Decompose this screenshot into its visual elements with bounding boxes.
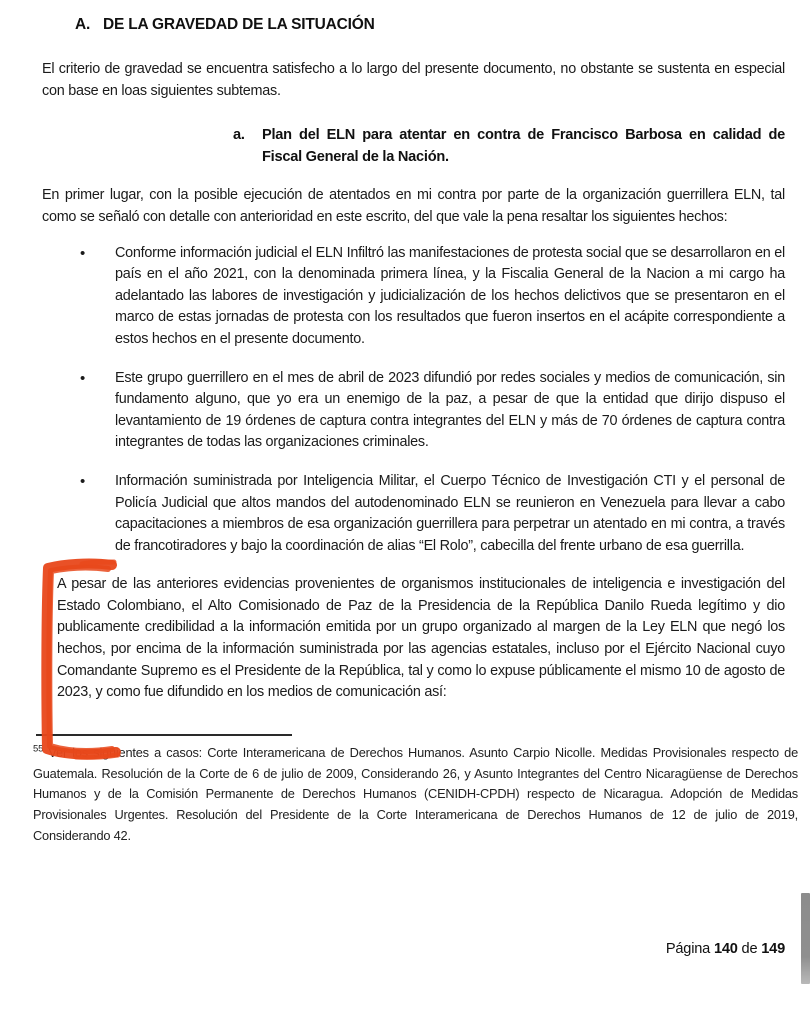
intro-paragraph: El criterio de gravedad se encuentra satisfecho a lo largo del presente documento, no obstante se sustenta en especial con base en loas siguientes subtemas.: [42, 61, 785, 99]
bullet-text: Información suministrada por Inteligencia Militar, el Cuerpo Técnico de Investigación CTI y el personal de Policía Judicial que altos mandos del autodenominado ELN se reunieron en Venezuela para llevar a cabo capacitaciones a miembros de esa organización guerrillera para perpetrar un atentado en mi contra, a través de francotiradores y bajo la coordinación de alias “El Rolo”, cabecilla del frente urbano de esa guerrilla.: [115, 472, 785, 554]
bullet-icon: •: [80, 472, 86, 490]
bullet-text: Este grupo guerrillero en el mes de abril de 2023 difundió por redes sociales y medios de comunicación, sin fundamento alguno, que yo era un enemigo de la paz, a pesar de que la entidad que dirijo dispuso el levantamiento de 19 órdenes de captura contra integrantes del ELN y más de 70 órdenes de captura contra integrantes de todas las organizaciones criminales.: [115, 369, 785, 451]
list-item: [80, 368, 785, 454]
section-heading-title: DE LA GRAVEDAD DE LA SITUACIÓN: [103, 16, 375, 33]
subsection-heading-number: a.: [233, 127, 245, 144]
page-number: [666, 941, 785, 957]
list-item: [80, 471, 785, 557]
bullet-list: [0, 243, 810, 558]
page-number-total: 149: [761, 941, 785, 957]
bullet-text: Conforme información judicial el ELN Infiltró las manifestaciones de protesta social que se desarrollaron en el país en el año 2021, con la denominada primera línea, y la Fiscalia General de la Nacion a mi cargo ha adelantado las labores de investigación y judicialización de los hechos delictivos que se presentaron en el marco de estas jornadas de protesta con los resultados que fueron insertos en el acápite correspondiente a estos hechos en el presente documento.: [115, 244, 785, 347]
lead-paragraph: En primer lugar, con la posible ejecución de atentados en mi contra por parte de la organización guerrillera ELN, tal como se señaló con detalle con anterioridad en este escrito, del que vale la pena resaltar los siguientes hechos:: [42, 187, 785, 225]
subsection-heading: [233, 125, 785, 168]
page-number-separator: de: [741, 941, 758, 957]
footnote-separator: [36, 734, 292, 736]
page-number-current: 140: [713, 941, 738, 957]
footnote: [33, 743, 798, 847]
bullet-icon: •: [80, 369, 86, 387]
footnote-marker: 55: [33, 743, 44, 755]
list-item: [80, 243, 785, 351]
section-heading: [75, 16, 810, 34]
highlighted-paragraph: A pesar de las anteriores evidencias provenientes de organismos institucionales de inteligencia e investigación del Estado Colombiano, el Alto Comisionado de Paz de la Presidencia de la República Danilo Rueda legítimo y dio publicamente credibilidad a la información emitida por un grupo organizado al margen de la Ley ELN que negó los hechos, por encima de la información suministrada por las agencias estatales, incluso por el Ejército Nacional cuyo Comandante Supremo es el Presidente de la República, tal y como lo expuse públicamente el mismo 10 de agosto de 2023, y como fue difundido en los medios de comunicación así:: [57, 576, 785, 701]
highlighted-paragraph-block: [42, 574, 785, 704]
bullet-icon: •: [80, 244, 86, 262]
section-heading-number: A.: [75, 16, 91, 33]
subsection-heading-title: Plan del ELN para atentar en contra de Francisco Barbosa en calidad de Fiscal General de la Nación.: [262, 127, 785, 165]
footnote-text: Ver los siguientes a casos: Corte Interamericana de Derechos Humanos. Asunto Carpio Nicolle. Medidas Provisionales respecto de Guatemala. Resolución de la Corte de 6 de julio de 2009, Considerando 26, y Asunto Integrantes del Centro Nicaragüense de Derechos Humanos y de la Comisión Permanente de Derechos Humanos (CENIDH-CPDH) respecto de Nicaragua. Adopción de Medidas Provisionales Urgentes. Resolución del Presidente de la Corte Interamericana de Derechos Humanos de 12 de julio de 2019, Considerando 42.: [33, 744, 798, 844]
scrollbar-thumb[interactable]: [801, 893, 810, 984]
page-number-label: Página: [665, 941, 711, 957]
